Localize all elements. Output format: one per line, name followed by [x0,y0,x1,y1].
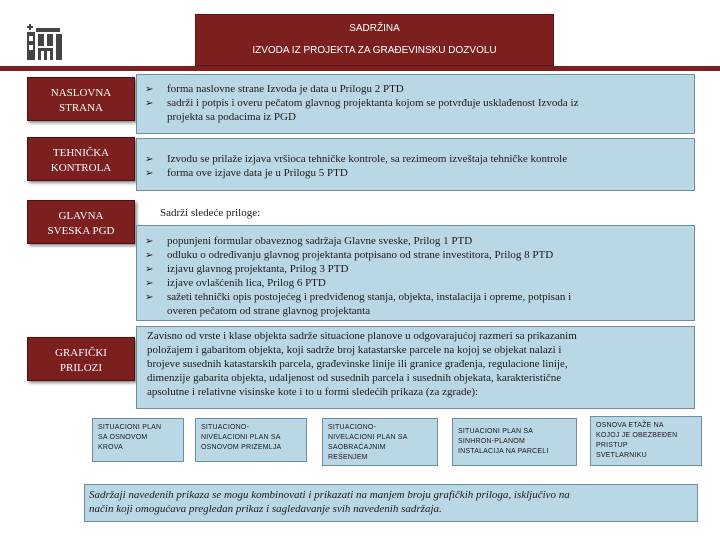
arrow-bullet-icon: ➢ [145,292,154,303]
section-label-line: GRAFIČKI [55,347,107,359]
section-label-line: STRANA [58,102,103,114]
section-box-graficki-prilozi [136,326,695,409]
list-item: ➢ forma naslovne strane Izvoda je data u Prilogu 2 PTD [145,83,404,95]
list-item: ➢ sadrži i potpis i overu pečatom glavnog projektanta kojom se potvrđuje usklađenost Izvoda iz [145,97,579,109]
paragraph-line: položajem i gabaritom objekta, koji sadrže broj katastarske parcele na kojoj se objekat nalazi i [147,344,562,356]
arrow-bullet-icon: ➢ [145,84,154,95]
section-box-naslovna-strana [136,74,695,134]
arrow-bullet-icon: ➢ [145,168,154,179]
paragraph-line: Zavisno od vrste i klase objekta sadrže situacione planove u odgovarajućoj razmeri sa prikazanim [147,330,577,342]
footnote-box [84,484,698,522]
section-label-line: TEHNIČKA [52,147,110,159]
list-item-continuation: projekta sa podacima iz PGD [167,111,296,123]
section-label-glavna-sveska [27,200,135,244]
footnote-line: način koji omogućava pregledan prikaz i sagledavanje svih navedenih sadržaja. [89,503,442,515]
arrow-bullet-icon: ➢ [145,236,154,247]
section-label-line: NASLOVNA [50,87,112,99]
arrow-bullet-icon: ➢ [145,154,154,165]
footnote-line: Sadržaji navedenih prikaza se mogu kombinovati i prikazati na manjem broju grafičkih priloga, isključivo na [89,489,570,501]
header-subtitle: IZVODA IZ PROJEKTA ZA GRAĐEVINSKU DOZVOLU [252,45,497,56]
paragraph-line: dimenzije gabarita objekta, udaljenost od susednih parcela i susednih objekata, karakteristične [147,372,562,384]
header-divider [0,66,720,71]
list-item: ➢ izjave ovlašćenih lica, Prilog 6 PTD [145,277,326,289]
list-item-continuation: overen pečatom od strane glavnog projektanta [167,305,371,317]
section-intro: Sadrži sledeće priloge: [160,207,261,219]
arrow-bullet-icon: ➢ [145,278,154,289]
list-item: ➢ sažeti tehnički opis postojećeg i predviđenog stanja, objekta, instalacija i opreme, potpisan i [145,291,572,303]
arrow-bullet-icon: ➢ [145,264,154,275]
section-label-line: PRILOZI [59,362,103,374]
section-box-glavna-sveska [136,225,695,321]
list-item: ➢ odluku o određivanju glavnog projektanta potpisano od strane investitora, Prilog 8 PTD [145,249,554,261]
header-banner [195,14,554,66]
list-item: ➢ popunjeni formular obaveznog sadržaja Glavne sveske, Prilog 1 PTD [145,235,473,247]
drawing-box-prizemlje: SITUACIONO- NIVELACIONI PLAN SA OSNOVOM PRIZEMLJA [195,418,307,462]
list-item: ➢ izjavu glavnog projektanta, Prilog 3 PTD [145,263,349,275]
drawing-box-svetlarnik: OSNOVA ETAŽE NA KOJOJ JE OBEZBEĐEN PRISTUP SVETLARNIKU [590,416,702,466]
paragraph-line: brojeve susednih katastarskih parcela, građevinske linije ili granice građenja, regulacione linije, [147,358,568,370]
list-item: ➢ Izvodu se prilaže izjava vršioca tehničke kontrole, sa rezimeom izveštaja tehničke kontrole [145,153,568,165]
drawing-box-saobracaj: SITUACIONO- NIVELACIONI PLAN SA SAOBRAĆAJNIM REŠENJEM [322,418,438,466]
header-title: SADRŽINA [349,23,400,34]
section-box-tehnicka-kontrola [136,138,695,191]
section-label-graficki-prilozi [27,337,135,381]
list-item: ➢ forma ove izjave data je u Prilogu 5 PTD [145,167,348,179]
paragraph-line: apsolutne i relativne visinske kote i to u formi sledećih prikaza (za zgrade): [147,386,479,398]
section-label-naslovna-strana [27,77,135,121]
drawing-box-sinhron-plan: SITUACIONI PLAN SA SINHRON-PLANOM INSTALACIJA NA PARCELI [452,418,577,466]
arrow-bullet-icon: ➢ [145,98,154,109]
section-label-tehnicka-kontrola [27,137,135,181]
section-label-line: KONTROLA [50,162,112,174]
building-logo-icon [22,20,68,64]
drawing-box-situacioni-plan-krov: SITUACIONI PLAN SA OSNOVOM KROVA [92,418,184,462]
section-label-line: SVESKA PGD [47,225,115,237]
arrow-bullet-icon: ➢ [145,250,154,261]
section-label-line: GLAVNA [58,210,104,222]
